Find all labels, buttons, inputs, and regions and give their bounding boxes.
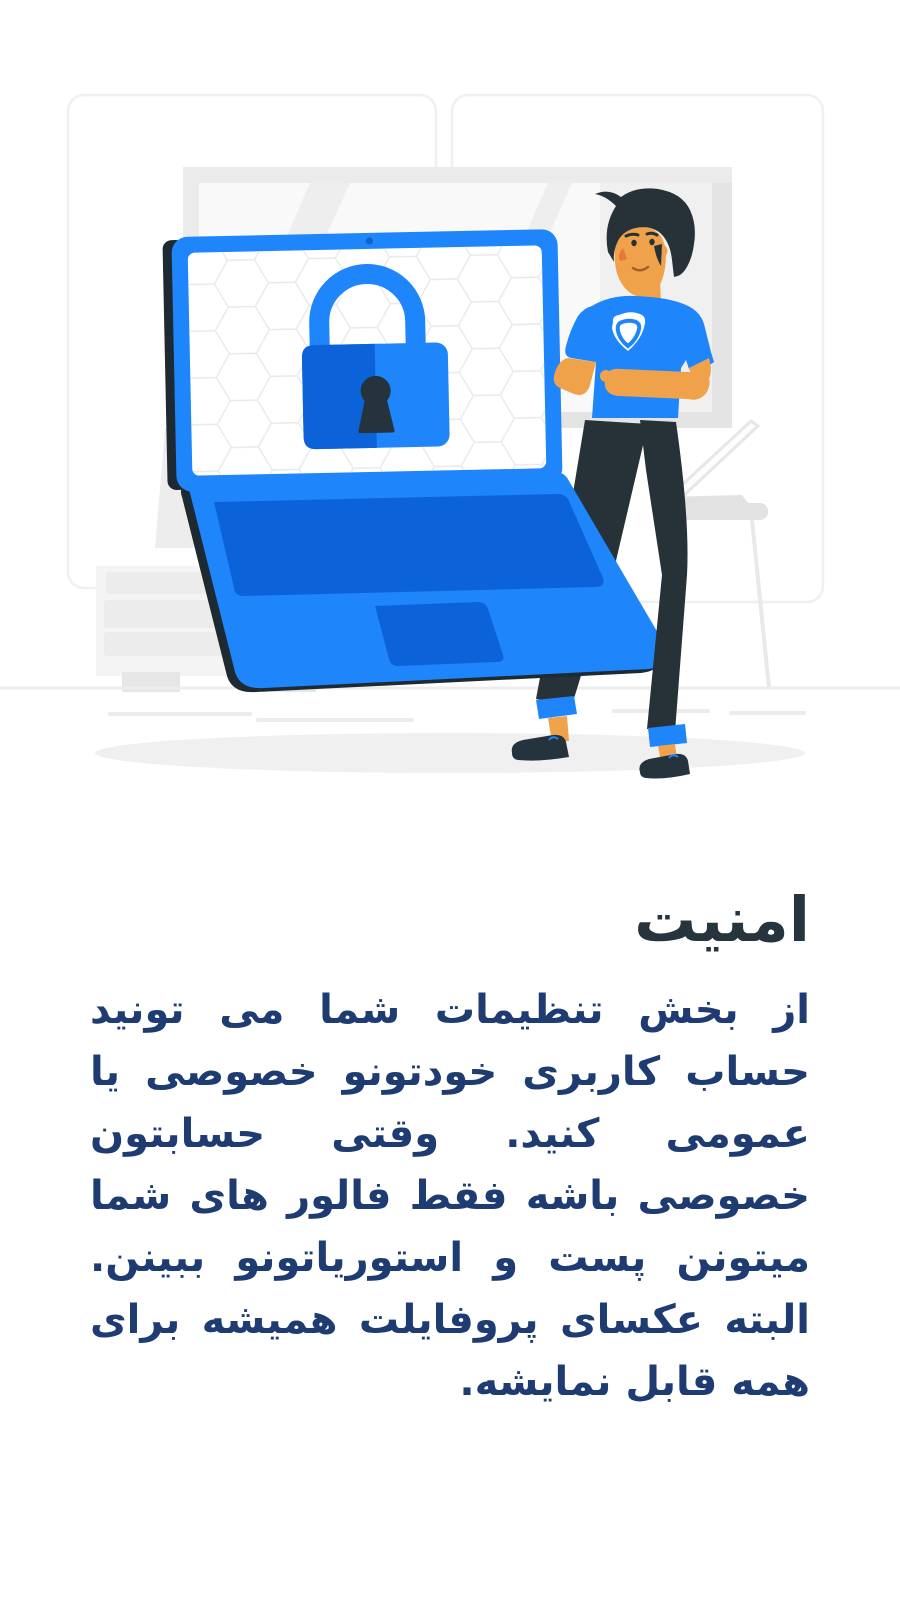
ground-shadow [95,733,805,773]
keyhole [360,399,393,431]
floor [0,688,900,773]
page-title: امنیت [634,883,810,956]
laptop-screen [162,229,562,492]
page-description: از بخش تنظیمات شما می تونید حساب کاربری خودتونو خصوصی یا عمومی کنید. وقتی حسابتون خصوصی باشه فقط فالور های شما میتونن پست و استوریاتونو ببینن. البته عکسای پروفایلت همیشه برای همه قابل نمایشه. [90,987,810,1406]
laptop-keyboard [214,494,604,596]
content-section [0,884,900,1413]
laptop-touchpad [375,602,503,666]
crossed-forearm [605,369,710,400]
